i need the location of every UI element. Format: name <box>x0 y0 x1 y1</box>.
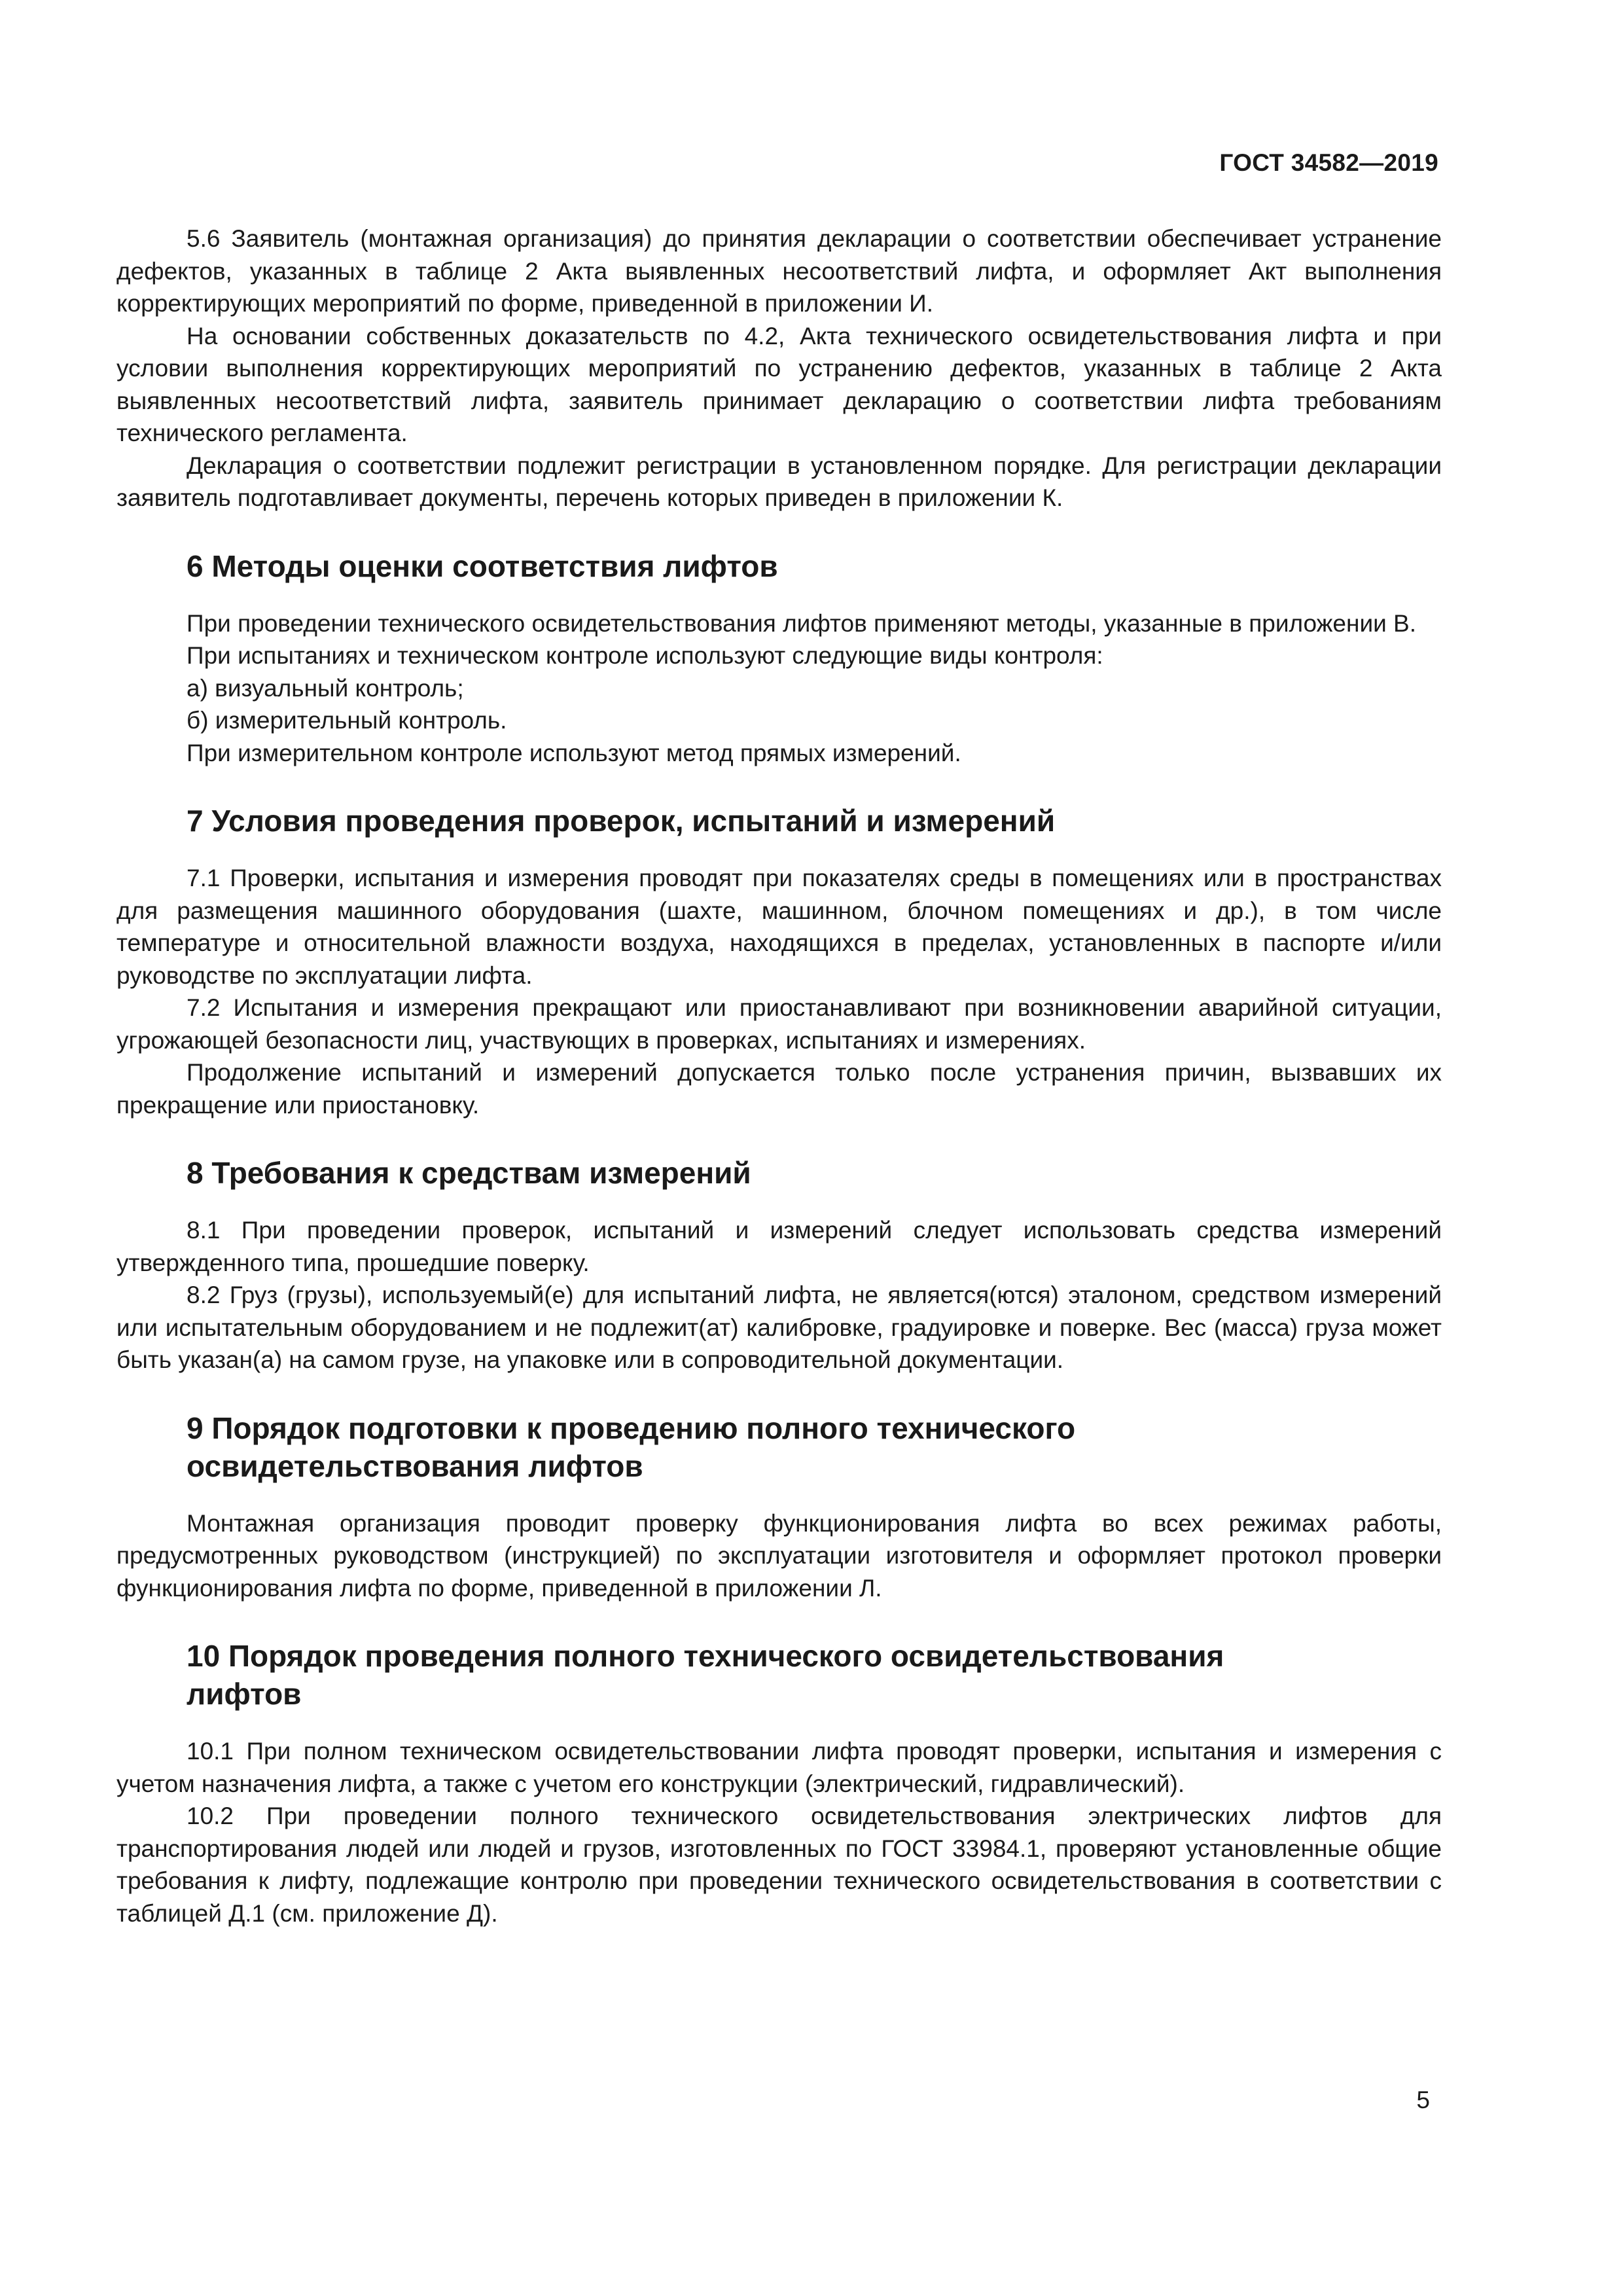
section-8-heading: 8 Требования к средствам измерений <box>187 1156 751 1190</box>
paragraph-6-direct-measurements: При измерительном контроле используют метод прямых измерений. <box>187 739 961 766</box>
list-item-measuring-control: б) измерительный контроль. <box>187 707 507 734</box>
list-item-visual-control: а) визуальный контроль; <box>187 674 464 702</box>
section-9-heading-line2: освидетельствования лифтов <box>187 1448 643 1483</box>
paragraph-7-1: 7.1 Проверки, испытания и измерения проводят при показателях среды в помещениях или в пространствах для размещения машинного оборудования (шахте, машинном, блочном помещениях и др.), в том числе температуре и относительной влажности воздуха, находящихся в пределах, установленных в паспорте и/или руководстве по эксплуатации лифта. <box>116 865 1442 989</box>
paragraph-5-6-registration: Декларация о соответствии подлежит регистрации в установленном порядке. Для регистрации декларации заявитель подготавливает документы, перечень которых приведен в приложении К. <box>116 452 1442 511</box>
section-9-heading-line1: 9 Порядок подготовки к проведению полного технического <box>187 1410 1076 1445</box>
section-6-heading: 6 Методы оценки соответствия лифтов <box>187 548 778 583</box>
paragraph-10-2: 10.2 При проведении полного технического освидетельствования электрических лифтов для транспортирования людей или людей и грузов, изготовленных по ГОСТ 33984.1, проверяют установленные общие требования к лифту, подлежащие контролю при проведении технического освидетельствования в соответствии с таблицей Д.1 (см. приложение Д). <box>116 1803 1442 1927</box>
section-10-heading-line1: 10 Порядок проведения полного технического освидетельствования <box>187 1639 1224 1673</box>
page-number: 5 <box>1416 2087 1430 2113</box>
document-code: ГОСТ 34582—2019 <box>1219 149 1438 176</box>
paragraph-6-control-types: При испытаниях и техническом контроле используют следующие виды контроля: <box>187 642 1103 669</box>
paragraph-7-2: 7.2 Испытания и измерения прекращают или приостанавливают при возникновении аварийной ситуации, угрожающей безопасности лиц, участвующих в проверках, испытаниях и измерениях. <box>116 994 1442 1054</box>
section-10-heading-line2: лифтов <box>187 1677 302 1711</box>
paragraph-8-2: 8.2 Груз (грузы), используемый(е) для испытаний лифта, не является(ются) эталоном, средством измерений или испытательным оборудованием и не подлежит(ат) калибровке, градуировке и поверке. Вес (масса) груза может быть указан(а) на самом грузе, на упаковке или в сопроводительной документации. <box>116 1282 1442 1373</box>
paragraph-10-1: 10.1 При полном техническом освидетельствовании лифта проводят проверки, испытания и измерения с учетом назначения лифта, а также с учетом его конструкции (электрический, гидравлический). <box>116 1738 1442 1797</box>
page-content <box>116 223 1442 1929</box>
paragraph-5-6: 5.6 Заявитель (монтажная организация) до принятия декларации о соответствии обеспечивает устранение дефектов, указанных в таблице 2 Акта выявленных несоответствий лифта, и оформляет Акт выполнения корректирующих мероприятий по форме, приведенной в приложении И. <box>116 225 1442 317</box>
paragraph-9: Монтажная организация проводит проверку функционирования лифта во всех режимах работы, предусмотренных руководством (инструкцией) по эксплуатации изготовителя и оформляет протокол проверки функционирования лифта по форме, приведенной в приложении Л. <box>116 1509 1442 1602</box>
paragraph-6-methods: При проведении технического освидетельствования лифтов применяют методы, указанные в приложении В. <box>187 609 1417 637</box>
paragraph-8-1: 8.1 При проведении проверок, испытаний и измерений следует использовать средства измерений утвержденного типа, прошедшие поверку. <box>116 1217 1442 1276</box>
paragraph-5-6-basis: На основании собственных доказательств по 4.2, Акта технического освидетельствования лифта и при условии выполнения корректирующих мероприятий по устранению дефектов, указанных в таблице 2 Акта выявленных несоответствий лифта, заявитель принимает декларацию о соответствии лифта требованиям технического регламента. <box>116 322 1442 446</box>
section-7-heading: 7 Условия проведения проверок, испытаний и измерений <box>187 804 1056 838</box>
paragraph-7-2-continuation: Продолжение испытаний и измерений допускается только после устранения причин, вызвавших их прекращение или приостановку. <box>116 1059 1442 1119</box>
